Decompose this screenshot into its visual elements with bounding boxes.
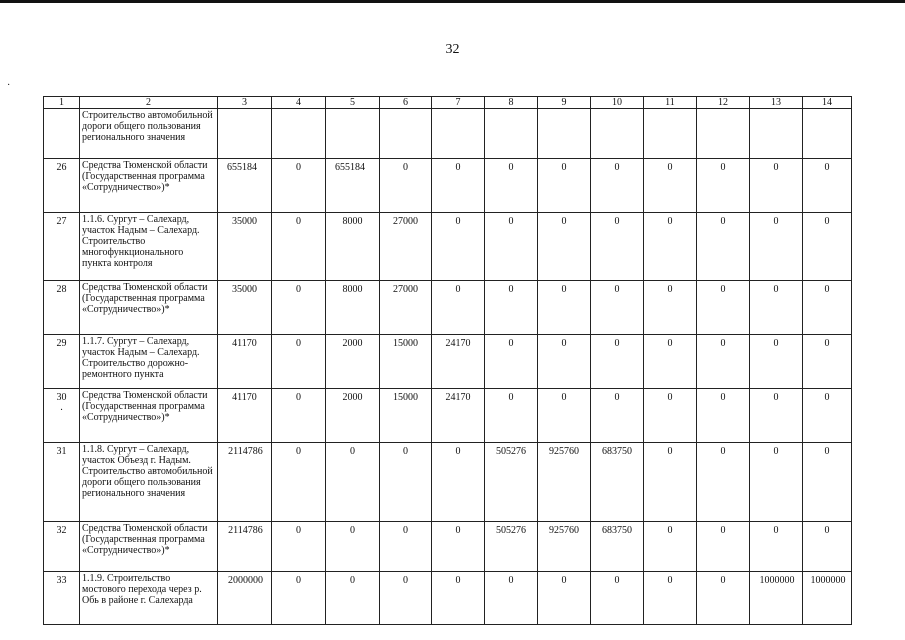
cell-value: 0	[538, 159, 591, 213]
cell-value: 0	[803, 281, 852, 335]
cell-value: 0	[697, 335, 750, 389]
header-row	[44, 97, 852, 109]
cell-value: 0	[644, 389, 697, 443]
cell-value: 0	[432, 159, 485, 213]
cell-value: 925760	[538, 443, 591, 522]
cell-value: 0	[697, 443, 750, 522]
cell-value: 0	[326, 522, 380, 572]
cell-value: 0	[485, 159, 538, 213]
cell-value: 0	[432, 443, 485, 522]
cell-value: 0	[697, 213, 750, 281]
cell-value: 0	[538, 335, 591, 389]
cell-value: 0	[591, 335, 644, 389]
cell-value: 0	[644, 443, 697, 522]
cell-value: 41170	[218, 389, 272, 443]
cell-value: 0	[591, 389, 644, 443]
cell-value: 0	[750, 443, 803, 522]
cell-value	[432, 109, 485, 159]
column-header: 4	[272, 97, 326, 109]
cell-value: 0	[644, 159, 697, 213]
cell-value: 683750	[591, 522, 644, 572]
table-row	[44, 443, 852, 522]
column-header: 5	[326, 97, 380, 109]
cell-value: 0	[485, 335, 538, 389]
cell-value: 505276	[485, 522, 538, 572]
cell-value: 15000	[380, 335, 432, 389]
cell-value: 0	[644, 572, 697, 625]
cell-value: 0	[750, 335, 803, 389]
table-row	[44, 213, 852, 281]
cell-value	[272, 109, 326, 159]
cell-value: 24170	[432, 389, 485, 443]
cell-value: 0	[432, 522, 485, 572]
table-row	[44, 281, 852, 335]
cell-value: 0	[432, 281, 485, 335]
cell-value: 0	[803, 522, 852, 572]
cell-value: 8000	[326, 281, 380, 335]
cell-value: 0	[485, 389, 538, 443]
row-number-text: 30	[56, 392, 67, 403]
table-row	[44, 389, 852, 443]
cell-value: 0	[803, 335, 852, 389]
cell-value: 35000	[218, 213, 272, 281]
cell-value: 0	[272, 572, 326, 625]
cell-value: 41170	[218, 335, 272, 389]
cell-value: 0	[272, 159, 326, 213]
cell-value	[380, 109, 432, 159]
cell-value: 35000	[218, 281, 272, 335]
row-description: Средства Тюменской области (Государственная программа «Сотрудничество»)*	[80, 522, 218, 572]
cell-value	[485, 109, 538, 159]
cell-value: 2000	[326, 335, 380, 389]
cell-value: 683750	[591, 443, 644, 522]
cell-value: 0	[432, 572, 485, 625]
cell-value: 0	[803, 389, 852, 443]
row-description: Средства Тюменской области (Государственная программа «Сотрудничество»)*	[80, 389, 218, 443]
cell-value: 24170	[432, 335, 485, 389]
cell-value	[697, 109, 750, 159]
row-number	[44, 109, 80, 159]
cell-value: 0	[803, 213, 852, 281]
cell-value: 0	[697, 281, 750, 335]
cell-value: 0	[750, 281, 803, 335]
column-header: 7	[432, 97, 485, 109]
row-number	[44, 389, 80, 443]
cell-value: 655184	[326, 159, 380, 213]
cell-value: 0	[591, 572, 644, 625]
column-header: 10	[591, 97, 644, 109]
column-header: 9	[538, 97, 591, 109]
cell-value: 0	[272, 281, 326, 335]
column-header: 12	[697, 97, 750, 109]
cell-value: 0	[538, 281, 591, 335]
cell-value: 0	[803, 443, 852, 522]
cell-value: 27000	[380, 281, 432, 335]
cell-value: 0	[697, 159, 750, 213]
column-header: 11	[644, 97, 697, 109]
row-number: 29	[44, 335, 80, 389]
cell-value: 0	[326, 443, 380, 522]
table-row	[44, 522, 852, 572]
cell-value: 0	[803, 159, 852, 213]
cell-value: 0	[272, 213, 326, 281]
table-row	[44, 159, 852, 213]
cell-value: 0	[485, 572, 538, 625]
column-header: 14	[803, 97, 852, 109]
cell-value: 2114786	[218, 443, 272, 522]
cell-value: 0	[485, 213, 538, 281]
cell-value: 0	[750, 159, 803, 213]
cell-value: 0	[644, 522, 697, 572]
cell-value: 0	[644, 281, 697, 335]
cell-value: 27000	[380, 213, 432, 281]
cell-value: 0	[380, 522, 432, 572]
cell-value: 0	[644, 335, 697, 389]
cell-value: 0	[750, 522, 803, 572]
top-rule	[0, 0, 905, 3]
cell-value: 0	[380, 443, 432, 522]
cell-value: 1000000	[750, 572, 803, 625]
column-header: 13	[750, 97, 803, 109]
row-description: Средства Тюменской области (Государственная программа «Сотрудничество»)*	[80, 159, 218, 213]
row-number: 27	[44, 213, 80, 281]
cell-value: 925760	[538, 522, 591, 572]
column-header: 1	[44, 97, 80, 109]
cell-value: 2114786	[218, 522, 272, 572]
row-number: 33	[44, 572, 80, 625]
cell-value	[538, 109, 591, 159]
row-number: 32	[44, 522, 80, 572]
cell-value: 0	[380, 159, 432, 213]
cell-value: 2000	[326, 389, 380, 443]
cell-value	[326, 109, 380, 159]
row-number: 26	[44, 159, 80, 213]
cell-value: 0	[326, 572, 380, 625]
row-description: Строительство автомобильной дороги общего пользования регионального значения	[80, 109, 218, 159]
cell-value: 505276	[485, 443, 538, 522]
page-number: 32	[445, 42, 460, 57]
cell-value	[591, 109, 644, 159]
cell-value: 0	[380, 572, 432, 625]
scan-speck: ·	[59, 405, 64, 416]
cell-value: 0	[697, 572, 750, 625]
cell-value: 0	[538, 389, 591, 443]
cell-value: 655184	[218, 159, 272, 213]
cell-value: 1000000	[803, 572, 852, 625]
row-number: 31	[44, 443, 80, 522]
row-number: 28	[44, 281, 80, 335]
row-description: 1.1.8. Сургут – Салехард, участок Объезд г. Надым. Строительство автомобильной дороги общего пользования регионального значения	[80, 443, 218, 522]
cell-value	[750, 109, 803, 159]
cell-value: 0	[272, 522, 326, 572]
cell-value: 2000000	[218, 572, 272, 625]
row-description: Средства Тюменской области (Государственная программа «Сотрудничество»)*	[80, 281, 218, 335]
table-row	[44, 335, 852, 389]
table-row	[44, 109, 852, 159]
cell-value: 0	[750, 213, 803, 281]
column-header: 3	[218, 97, 272, 109]
cell-value: 0	[272, 389, 326, 443]
cell-value: 0	[591, 159, 644, 213]
cell-value: 0	[697, 522, 750, 572]
cell-value: 0	[538, 213, 591, 281]
cell-value: 0	[750, 389, 803, 443]
budget-table	[43, 96, 852, 625]
row-description: 1.1.6. Сургут – Салехард, участок Надым – Салехард. Строительство многофункционального пункта контроля	[80, 213, 218, 281]
cell-value: 0	[538, 572, 591, 625]
cell-value: 15000	[380, 389, 432, 443]
column-header: 2	[80, 97, 218, 109]
table-row	[44, 572, 852, 625]
cell-value: 0	[432, 213, 485, 281]
margin-mark: ·	[7, 80, 11, 91]
cell-value: 8000	[326, 213, 380, 281]
column-header: 6	[380, 97, 432, 109]
column-header: 8	[485, 97, 538, 109]
cell-value: 0	[272, 443, 326, 522]
cell-value	[218, 109, 272, 159]
cell-value: 0	[697, 389, 750, 443]
cell-value: 0	[644, 213, 697, 281]
row-description: 1.1.9. Строительство мостового перехода через р. Обь в районе г. Салехарда	[80, 572, 218, 625]
cell-value	[644, 109, 697, 159]
row-description: 1.1.7. Сургут – Салехард, участок Надым – Салехард. Строительство дорожно-ремонтного пункта	[80, 335, 218, 389]
cell-value	[803, 109, 852, 159]
cell-value: 0	[591, 213, 644, 281]
cell-value: 0	[485, 281, 538, 335]
cell-value: 0	[591, 281, 644, 335]
cell-value: 0	[272, 335, 326, 389]
